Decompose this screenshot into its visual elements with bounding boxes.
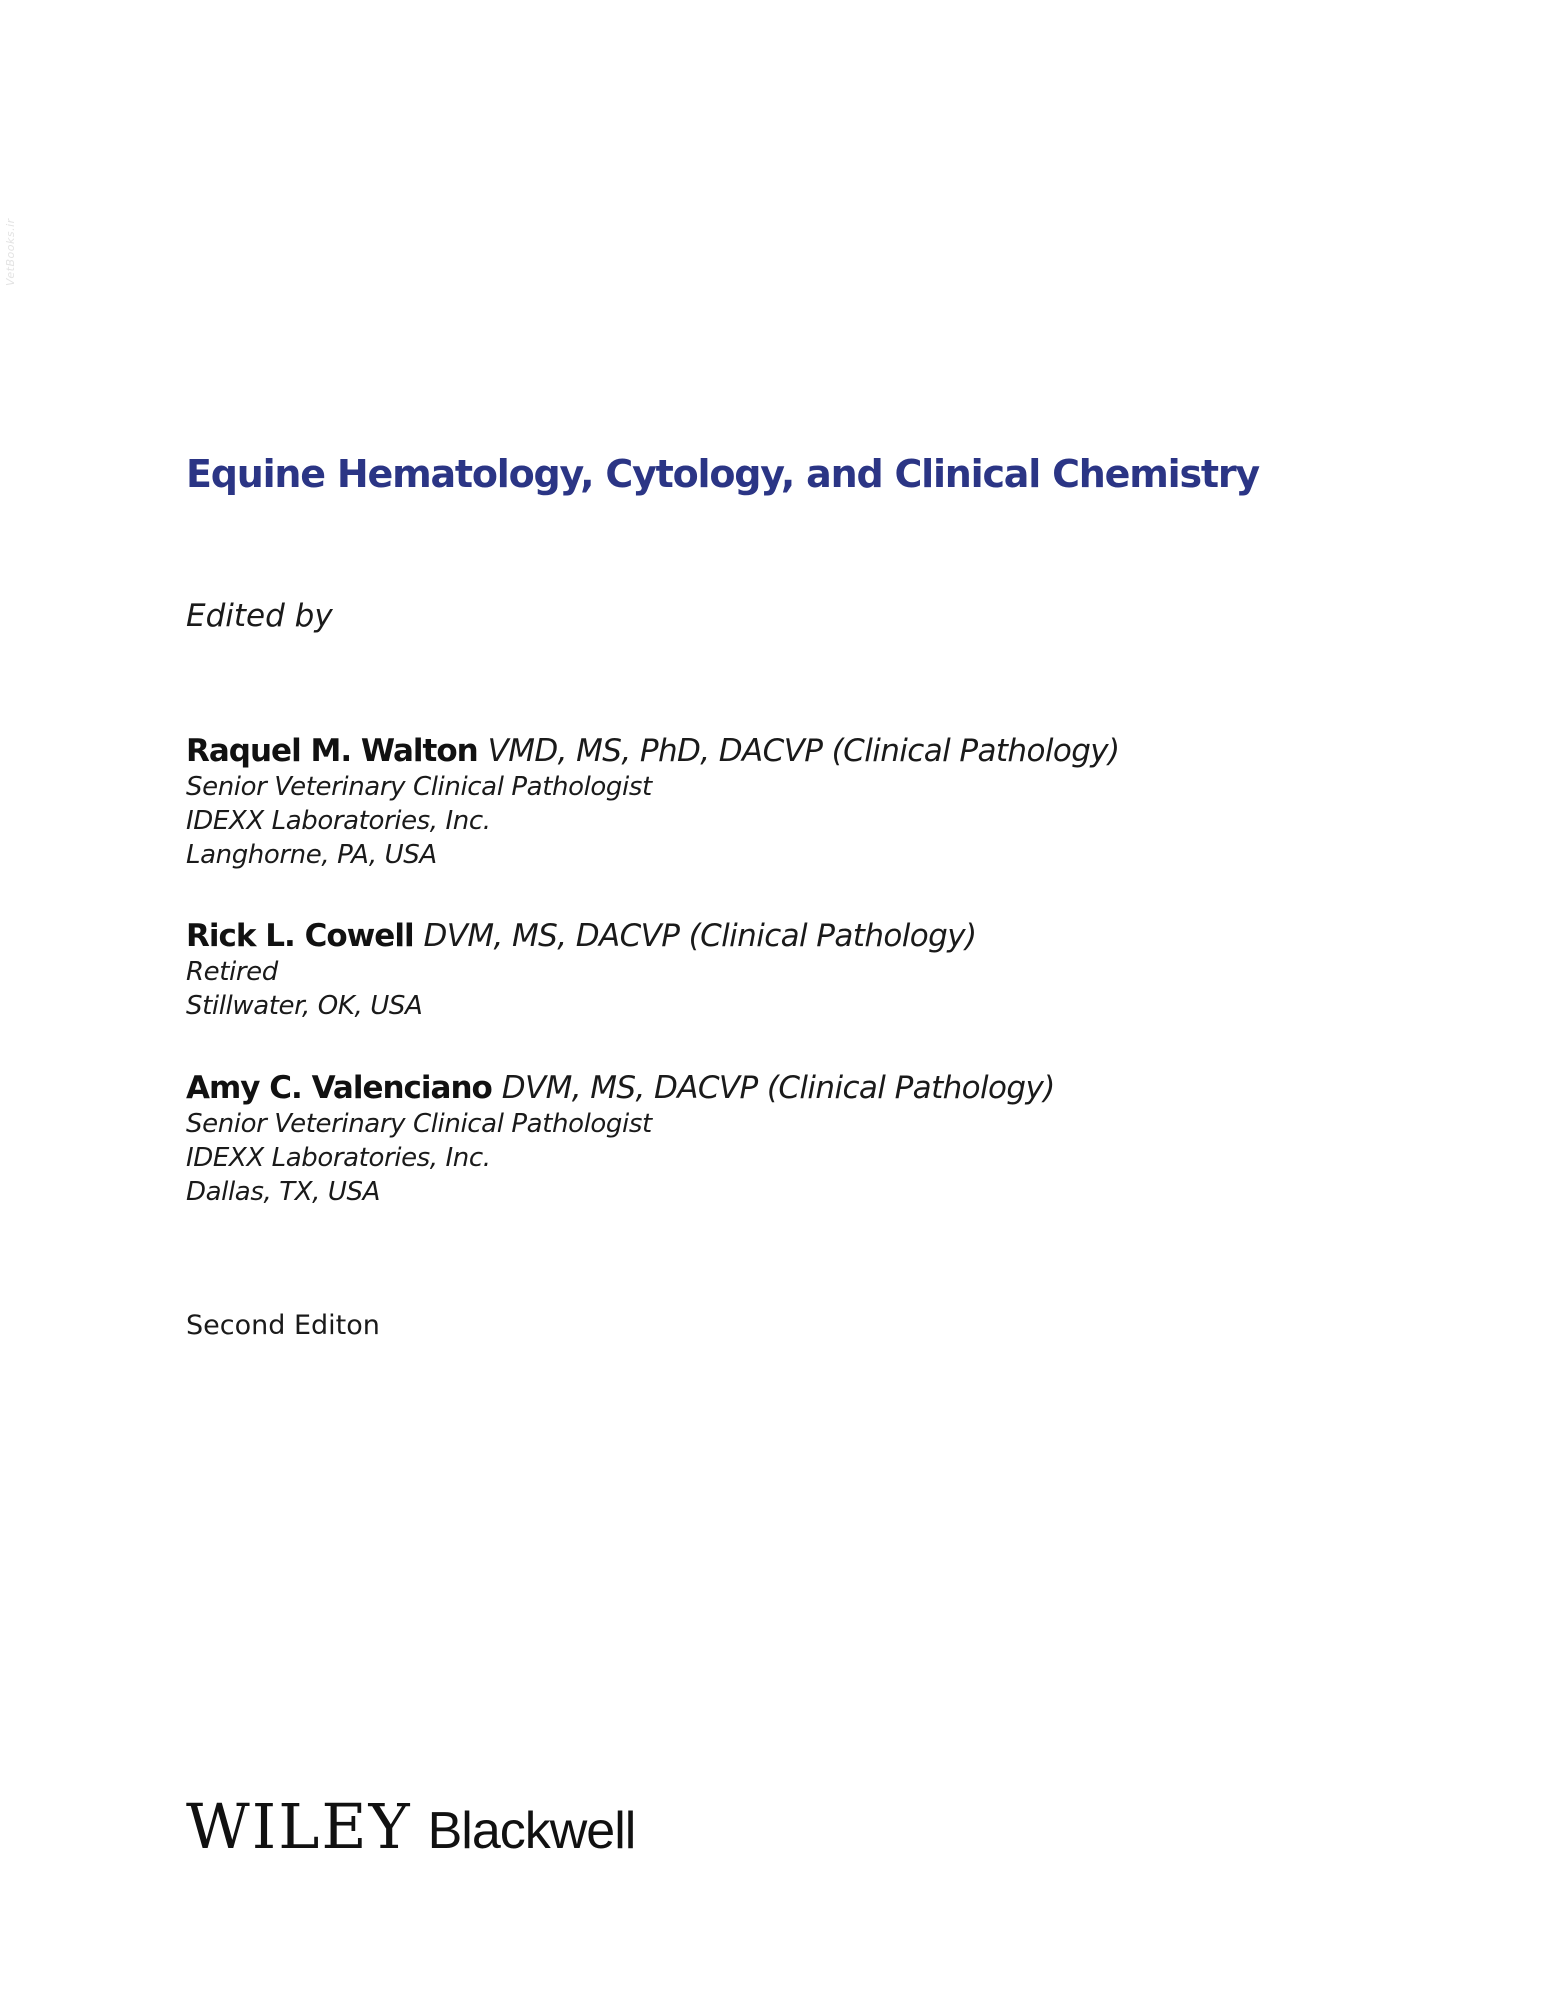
edition-label: Second Editon [186,1310,380,1341]
editor-name-line [186,732,1120,770]
editor-block [186,917,976,1023]
watermark-text: VetBooks.ir [4,218,17,286]
editor-title: Senior Veterinary Clinical Pathologist [186,1109,652,1139]
editor-organization: IDEXX Laboratories, Inc. [186,1143,491,1173]
publisher-logo [186,1790,635,1863]
editor-location: Stillwater, OK, USA [186,991,423,1021]
editor-location: Langhorne, PA, USA [186,840,437,870]
editor-block [186,1069,1055,1209]
editor-name-line [186,917,976,955]
editor-block [186,732,1120,872]
editor-credentials: VMD, MS, PhD, DACVP (Clinical Pathology) [487,733,1120,769]
edited-by-label: Edited by [186,598,333,634]
editor-name: Raquel M. Walton [186,733,478,769]
publisher-blackwell-wordmark: Blackwell [427,1802,636,1860]
editor-location: Dallas, TX, USA [186,1177,380,1207]
publisher-wiley-wordmark: WILEY [186,1790,412,1863]
editor-name: Amy C. Valenciano [186,1070,492,1106]
editor-name-line [186,1069,1055,1107]
book-title: Equine Hematology, Cytology, and Clinical Chemistry [186,452,1259,496]
editor-title: Senior Veterinary Clinical Pathologist [186,772,652,802]
editor-credentials: DVM, MS, DACVP (Clinical Pathology) [501,1070,1055,1106]
editor-status: Retired [186,957,278,987]
editor-credentials: DVM, MS, DACVP (Clinical Pathology) [423,918,977,954]
editor-name: Rick L. Cowell [186,918,414,954]
editor-organization: IDEXX Laboratories, Inc. [186,806,491,836]
